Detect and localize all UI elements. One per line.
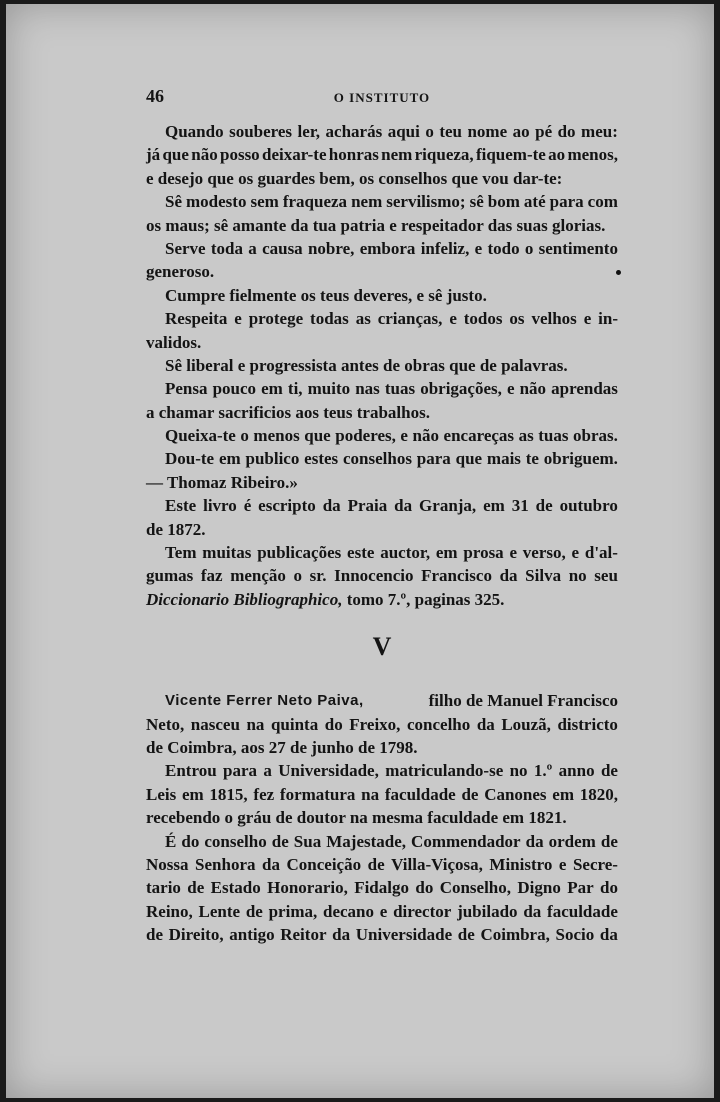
text-line: generoso. [146, 262, 215, 282]
text-line: Neto, nasceu na quinta do Freixo, concelho da Louzã, districto [146, 714, 618, 734]
bio-first-rest: filho de Manuel Francisco [428, 691, 618, 711]
text-line-rest: tomo 7.º, paginas 325. [342, 589, 505, 609]
person-name: Vicente Ferrer Neto Paiva, [165, 692, 364, 710]
text-line: gumas faz menção o sr. Innocencio Francisco da Silva no seu [146, 566, 618, 586]
text-line: Serve toda a causa nobre, embora infeliz, e todo o sentimento [165, 238, 618, 258]
text-line [146, 588, 618, 611]
text-line: Pensa pouco em ti, muito nas tuas obrigações, e não aprendas [165, 379, 618, 399]
text-line: Este livro é escripto da Praia da Granja, em 31 de outubro [165, 496, 618, 516]
page-number: 46 [146, 86, 164, 106]
text-line: Sê modesto sem fraqueza nem servilismo; sê bom até para com [165, 192, 618, 212]
text-line: Tem muitas publicações este auctor, em prosa e verso, e d'al- [165, 543, 618, 563]
bio-first-line [146, 689, 618, 712]
text-line: de 1872. [146, 519, 206, 539]
text-line: a chamar sacrificios aos teus trabalhos. [146, 402, 430, 422]
text-line: Quando souberes ler, acharás aqui o teu nome ao pé do meu: [165, 122, 618, 141]
text-line: Respeita e protege todas as crianças, e todos os velhos e in- [165, 309, 618, 329]
text-line: e desejo que os guardes bem, os conselhos que vou dar-te: [146, 168, 563, 188]
text-line: — Thomaz Ribeiro.» [146, 472, 298, 492]
text-line: Sê liberal e progressista antes de obras que de palavras. [165, 355, 568, 375]
bio-paragraphs [146, 713, 618, 947]
book-title-italic: Diccionario Bibliographico, [146, 589, 343, 609]
text-line: de Coimbra, aos 27 de junho de 1798. [146, 737, 418, 757]
text-line: Dou-te em publico estes conselhos para que mais te obriguem. [165, 449, 618, 469]
text-line: recebendo o gráu de doutor na mesma faculdade em 1821. [146, 808, 567, 828]
page-text-block [146, 86, 618, 947]
text-line: os maus; sê amante da tua patria e respeitador das suas glorias. [146, 215, 606, 235]
text-line: de Direito, antigo Reitor da Universidade de Coimbra, Socio da [146, 925, 618, 945]
section-heading: V [372, 632, 392, 662]
text-line: Entrou para a Universidade, matriculando-se no 1.º anno de [165, 761, 618, 781]
book-page [6, 4, 714, 1098]
text-line: já que não posso deixar-te honras nem riqueza, fiquem-te ao menos, [146, 145, 618, 165]
running-title: O INSTITUTO [333, 90, 431, 105]
page-header [146, 86, 618, 120]
text-line: validos. [146, 332, 202, 352]
text-line: Nossa Senhora da Conceição de Villa-Viçosa, Ministro e Secre- [146, 854, 618, 874]
poem-paragraphs [146, 120, 618, 588]
text-line: Queixa-te o menos que poderes, e não encareças as tuas obras. [165, 426, 618, 446]
text-line: Reino, Lente de prima, decano e director jubilado da faculdade [146, 901, 618, 921]
text-line: tario de Estado Honorario, Fidalgo do Conselho, Digno Par do [146, 878, 618, 898]
text-line: Cumpre fielmente os teus deveres, e sê justo. [165, 285, 487, 305]
text-line: Leis em 1815, fez formatura na faculdade de Canones em 1820, [146, 784, 618, 804]
text-line: É do conselho de Sua Majestade, Commendador da ordem de [165, 831, 618, 851]
